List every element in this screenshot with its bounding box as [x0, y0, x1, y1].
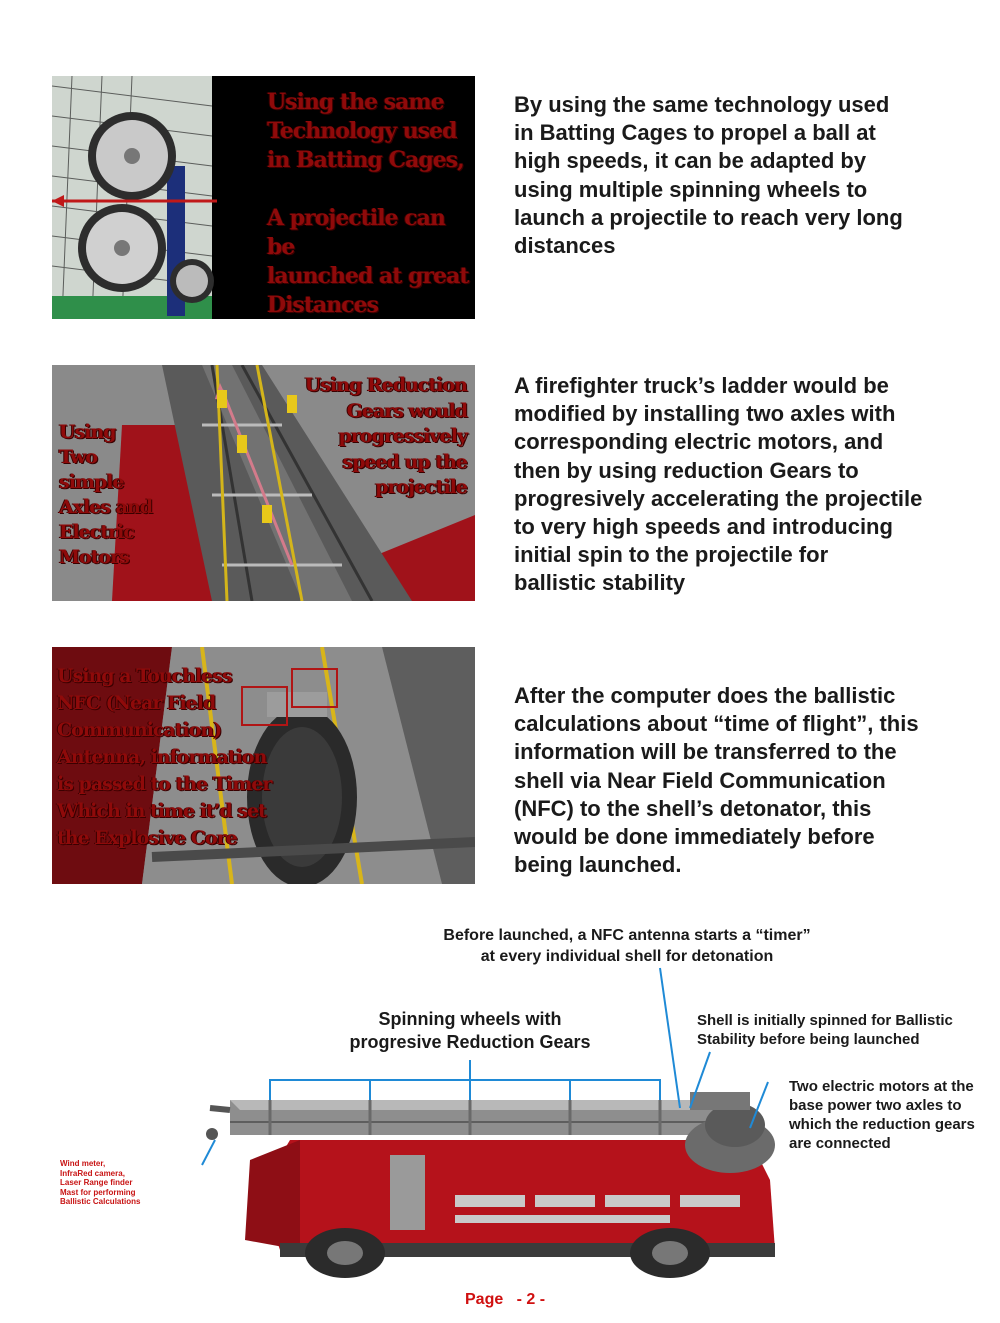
- batting-cage-image: [52, 76, 475, 319]
- batting-description: By using the same technology used in Batting Cages to propel a ball at high speeds, it can be adapted by using multiple spinning wheels to launch a projectile to reach very long distances: [514, 92, 903, 259]
- ladder-render-image: [52, 365, 475, 601]
- fire-truck-diagram: [190, 960, 810, 1280]
- electric-motors-callout: Two electric motors at the base power two axles to which the reduction gears are connected: [789, 1078, 975, 1152]
- ladder-overlay-left: Using Two simple Axles and Electric Motors: [59, 421, 153, 568]
- spin-stability-callout: Shell is initially spinned for Ballistic Stability before being launched: [697, 1012, 953, 1048]
- nfc-render-image: [52, 647, 475, 884]
- ladder-description: A firefighter truck’s ladder would be modified by installing two axles with corresponding electric motors, and then by using reduction Gears to progresively accelerating the projectile to very high speeds and introducing initial spin to the projectile for ballistic stability: [514, 373, 923, 596]
- page-number: Page - 2 -: [465, 1291, 546, 1308]
- spinning-wheels-callout: Spinning wheels with progresive Reduction Gears: [349, 1009, 591, 1052]
- nfc-overlay-text: Using a Touchless NFC (Near Field Communication) Antenna, information is passed to the Timer Which in time it’d set the Explosive Core: [57, 665, 272, 849]
- ladder-overlay-right: Using Reduction Gears would progressively speed up the projectile: [304, 374, 467, 498]
- batting-overlay-text: Using the same Technology used in Batting Cages, A projectile can be launched at great Distances: [267, 89, 469, 318]
- nfc-antenna-callout: Before launched, a NFC antenna starts a “timer” at every individual shell for detonation: [443, 927, 811, 965]
- nfc-description: After the computer does the ballistic calculations about “time of flight”, this information will be transferred to the shell via Near Field Communication (NFC) to the shell’s detonator, this would be done immediately before being launched.: [514, 683, 919, 878]
- mast-callout: Wind meter, InfraRed camera, Laser Range finder Mast for performing Ballistic Calculations: [60, 1159, 141, 1207]
